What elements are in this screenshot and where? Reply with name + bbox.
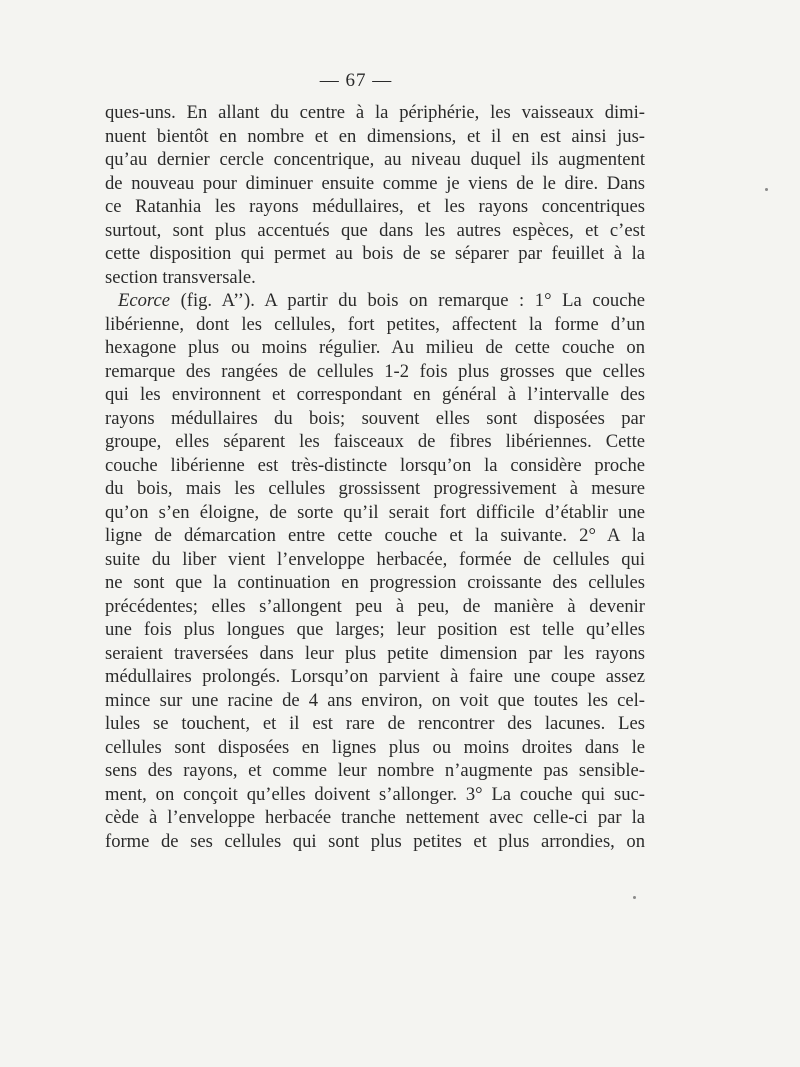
text-line: mince sur une racine de 4 ans environ, on voit que toutes les cel- <box>105 689 645 711</box>
text-line: hexagone plus ou moins régulier. Au milieu de cette couche on <box>105 337 645 358</box>
text-line: qui les environnent et correspondant en général à l’intervalle des <box>105 384 645 405</box>
text-line: surtout, sont plus accentués que dans les autres espèces, et c’est <box>105 219 645 241</box>
text-line: cède à l’enveloppe herbacée tranche nettement avec celle-ci par la <box>105 807 645 828</box>
text-line: une fois plus longues que larges; leur position est telle qu’elles <box>105 619 645 640</box>
text-line: remarque des rangées de cellules 1-2 fois plus grosses que celles <box>105 360 645 382</box>
text-line: seraient traversées dans leur plus petite dimension par les rayons <box>105 642 645 664</box>
text-line: lules se touchent, et il est rare de rencontrer des lacunes. Les <box>105 713 645 734</box>
paragraph-first-line <box>105 289 645 313</box>
text-line: rayons médullaires du bois; souvent elles sont disposées par <box>105 407 645 429</box>
page-number: — 67 — <box>319 70 393 91</box>
text-line: qu’on s’en éloigne, de sorte qu’il serait fort difficile d’établir une <box>105 501 645 523</box>
text-line: suite du liber vient l’enveloppe herbacée, formée de cellules qui <box>105 548 645 570</box>
scan-speck <box>633 896 636 899</box>
text-line-continuation: (fig. A’’). A partir du bois on remarque : 1° La couche <box>169 290 645 311</box>
text-line: ligne de démarcation entre cette couche et la suivante. 2° A la <box>105 525 645 546</box>
text-line: sens des rayons, et comme leur nombre n’augmente pas sensible- <box>105 760 645 781</box>
text-line: groupe, elles séparent les faisceaux de fibres libériennes. Cette <box>105 431 645 452</box>
text-line: médullaires prolongés. Lorsqu’on parvient à faire une coupe assez <box>105 666 645 687</box>
section-heading-ecorce: Ecorce <box>118 290 170 311</box>
text-line: ce Ratanhia les rayons médullaires, et les rayons concentriques <box>105 196 645 217</box>
text-line: du bois, mais les cellules grossissent progressivement à mesure <box>105 478 645 499</box>
text-line: ques-uns. En allant du centre à la périphérie, les vaisseaux dimi- <box>105 102 645 123</box>
body-text <box>105 101 645 853</box>
text-line: précédentes; elles s’allongent peu à peu, de manière à devenir <box>105 595 645 617</box>
text-line: cellules sont disposées en lignes plus ou moins droites dans le <box>105 736 645 758</box>
text-line: qu’au dernier cercle concentrique, au niveau duquel ils augmentent <box>105 149 645 170</box>
text-line: ne sont que la continuation en progression croissante des cellules <box>105 572 645 593</box>
text-line: nuent bientôt en nombre et en dimensions, et il en est ainsi jus- <box>105 125 645 147</box>
scan-speck <box>765 188 768 191</box>
text-line: forme de ses cellules qui sont plus petites et plus arrondies, on <box>105 830 645 852</box>
text-line: de nouveau pour diminuer ensuite comme je viens de le dire. Dans <box>105 172 645 194</box>
text-line: ment, on conçoit qu’elles doivent s’allonger. 3° La couche qui suc- <box>105 783 645 805</box>
text-line: cette disposition qui permet au bois de se séparer par feuillet à la <box>105 243 645 264</box>
text-line: section transversale. <box>105 266 256 288</box>
text-line: couche libérienne est très-distincte lorsqu’on la considère proche <box>105 454 645 476</box>
text-line: libérienne, dont les cellules, fort petites, affectent la forme d’un <box>105 313 645 335</box>
